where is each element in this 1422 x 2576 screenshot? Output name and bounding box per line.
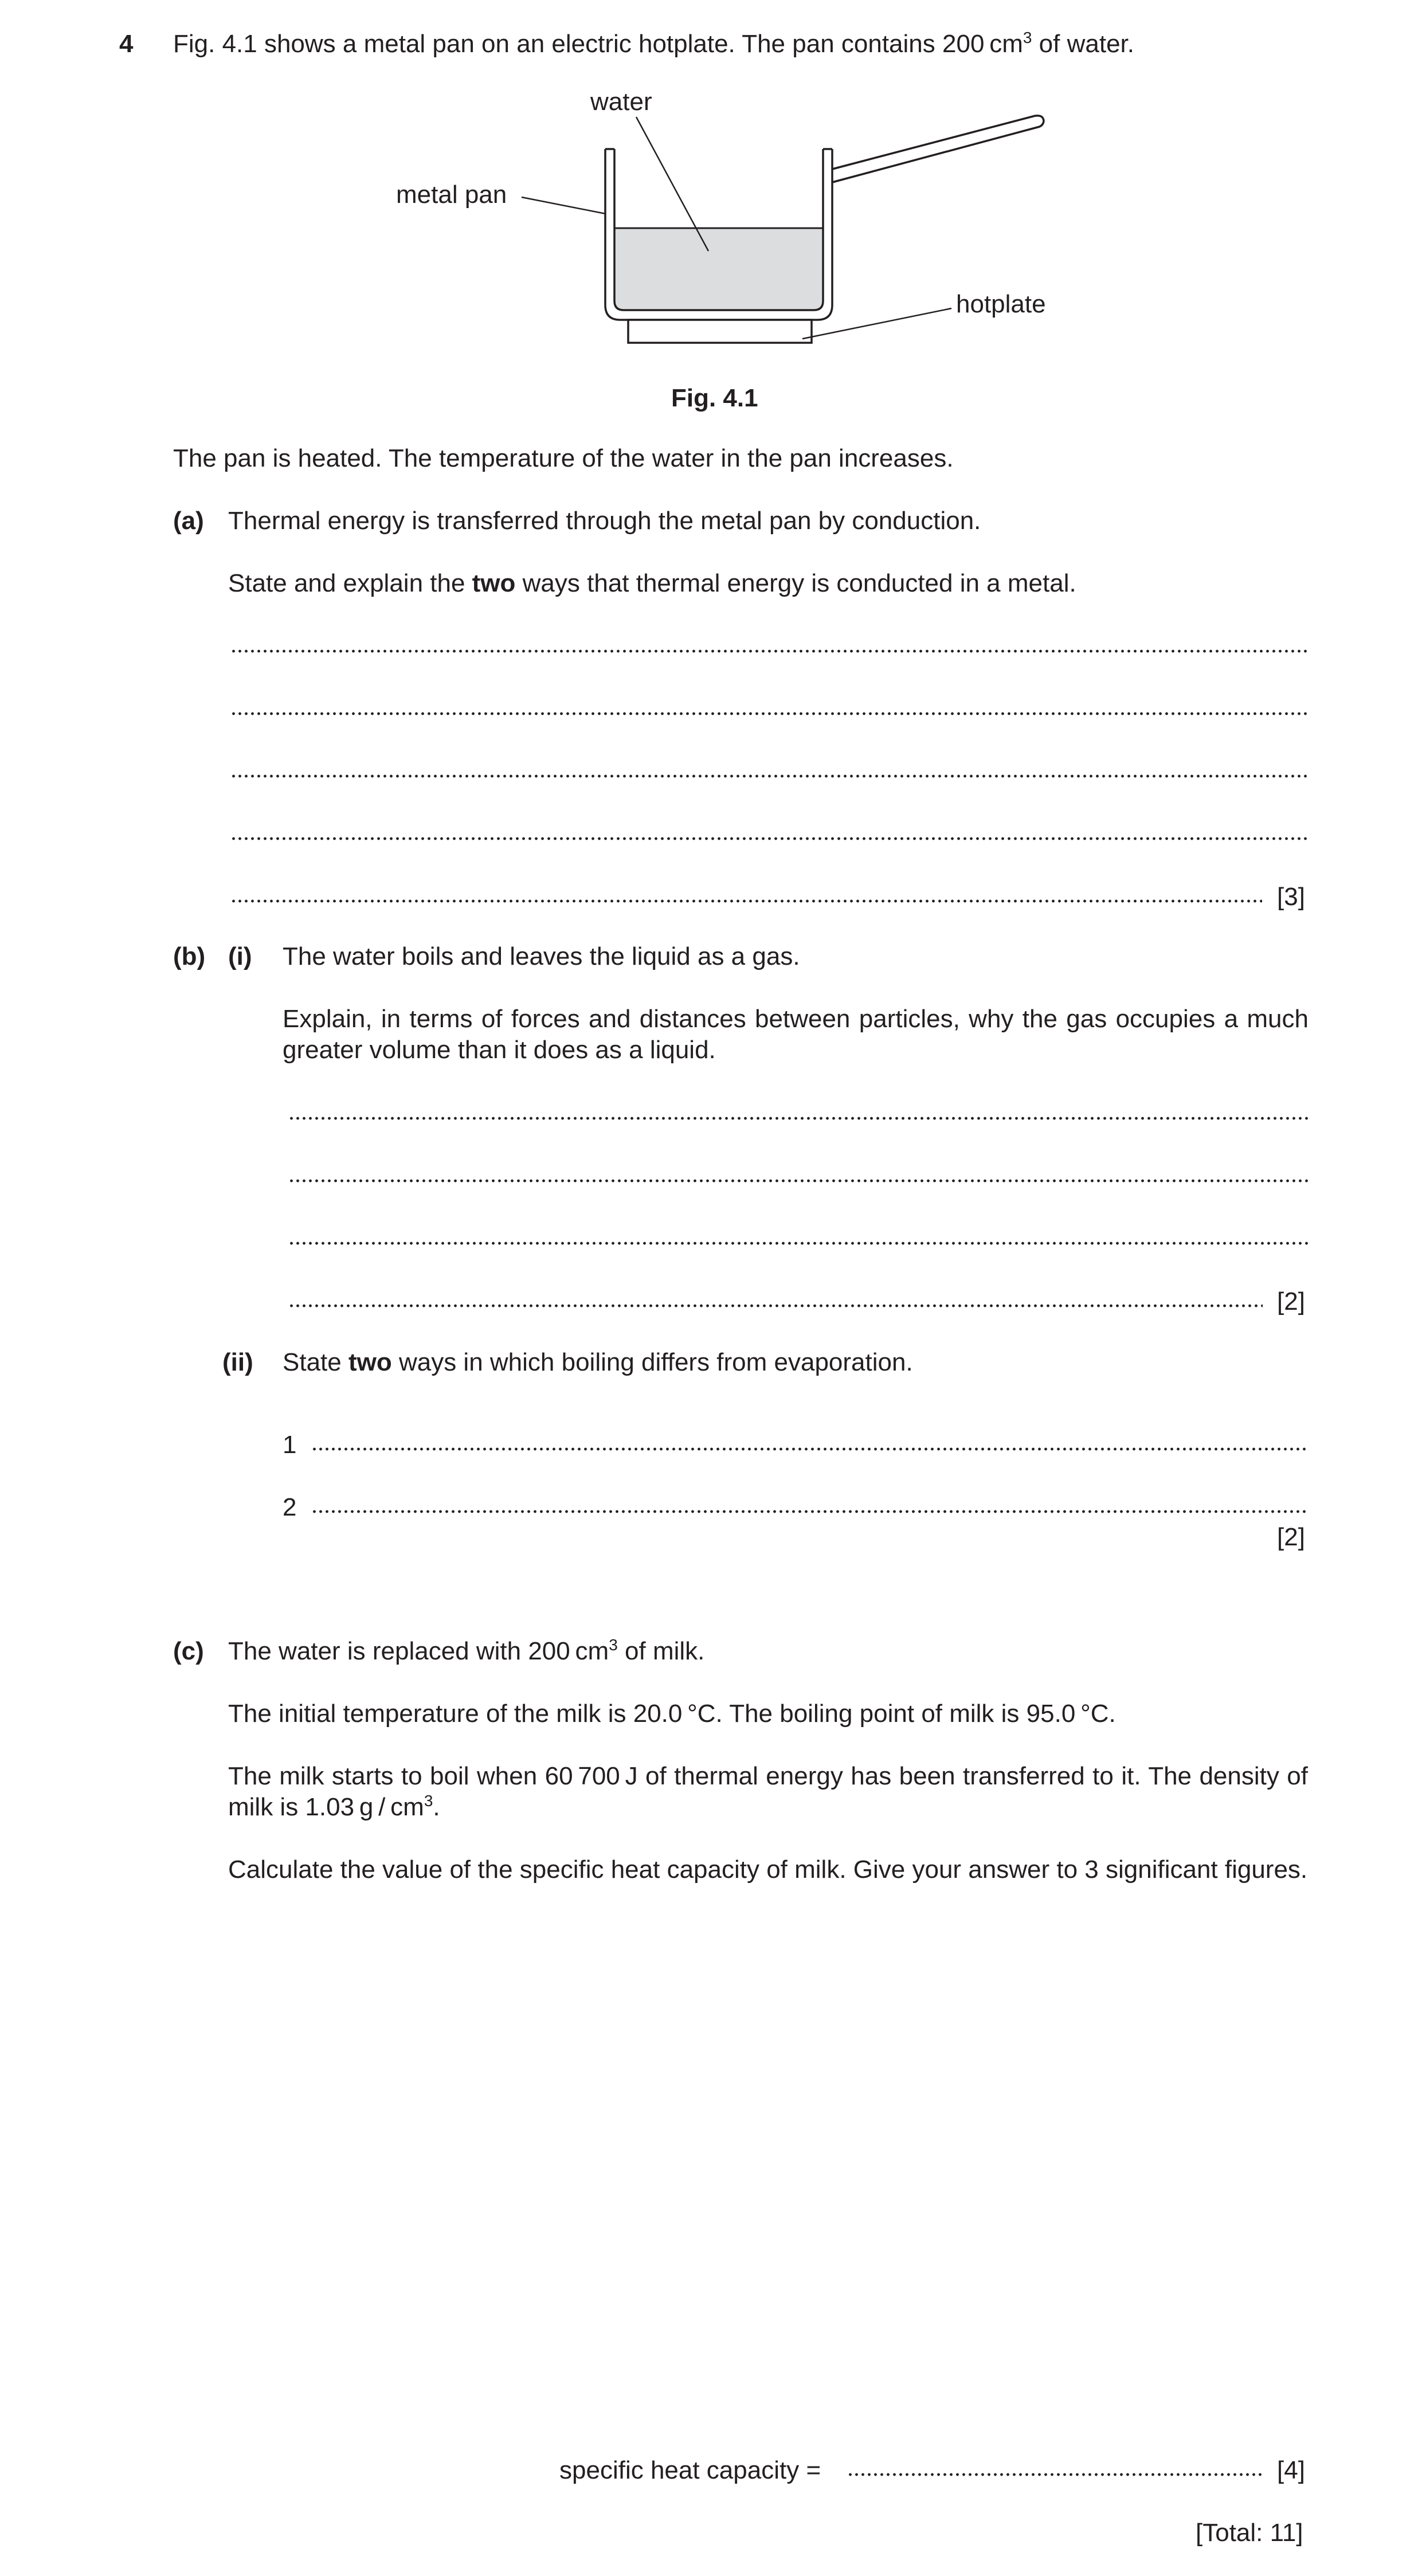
- answer-line-a1[interactable]: [230, 648, 1308, 654]
- part-b-ii-task: State two ways in which boiling differs from evaporation.: [283, 1348, 913, 1376]
- part-a-task: State and explain the two ways that thermal energy is conducted in a metal.: [228, 569, 1076, 597]
- answer-line-a3[interactable]: [230, 773, 1308, 779]
- context-text: The pan is heated. The temperature of the water in the pan increases.: [173, 444, 954, 472]
- figure-caption: Fig. 4.1: [671, 384, 758, 412]
- part-a-stem: Thermal energy is transferred through the metal pan by conduction.: [228, 507, 981, 535]
- answer-line-a5[interactable]: [230, 898, 1262, 904]
- water-label: water: [590, 88, 652, 116]
- part-b-i-label: (i): [228, 942, 252, 970]
- metal-pan-leader: [522, 197, 606, 214]
- pan-handle: [832, 116, 1044, 182]
- answer-number-2: 2: [283, 1493, 297, 1521]
- answer-label: specific heat capacity =: [559, 2456, 821, 2484]
- part-b-ii-marks: [2]: [1277, 1523, 1305, 1551]
- part-b-i-stem: The water boils and leaves the liquid as a gas.: [283, 942, 800, 970]
- answer-line-bi4[interactable]: [288, 1303, 1263, 1309]
- metal-pan-label: metal pan: [396, 181, 507, 209]
- answer-line-a4[interactable]: [230, 836, 1308, 841]
- answer-line-c[interactable]: [847, 2472, 1263, 2477]
- intro-text: Fig. 4.1 shows a metal pan on an electric hotplate. The pan contains 200 $cm^3$ of water.: [173, 29, 1134, 58]
- part-b-ii-label: (ii): [222, 1348, 253, 1376]
- part-a-label: (a): [173, 507, 204, 535]
- part-b-label: (b): [173, 942, 206, 970]
- part-c-energy: The milk starts to boil when 60 700 J of thermal energy has been transferred to it. The density of milk is 1.03 g / $cm^3$.: [228, 1762, 1308, 1821]
- part-c-calculate: Calculate the value of the specific heat capacity of milk. Give your answer to 3 significant figures.: [228, 1855, 1308, 1884]
- hotplate-label: hotplate: [956, 290, 1046, 318]
- hotplate-leader: [802, 308, 951, 339]
- answer-line-bi1[interactable]: [288, 1115, 1308, 1121]
- total-marks: [Total: 11]: [1196, 2519, 1303, 2547]
- answer-line-bi3[interactable]: [288, 1240, 1308, 1246]
- answer-line-bi2[interactable]: [288, 1178, 1308, 1184]
- answer-line-a2[interactable]: [230, 711, 1308, 717]
- question-number: 4: [119, 30, 134, 58]
- part-c-marks: [4]: [1277, 2456, 1305, 2484]
- part-b-i-marks: [2]: [1277, 1287, 1305, 1316]
- water-fill: [614, 228, 823, 310]
- pan-hotplate-figure: [378, 80, 1066, 355]
- part-c-label: (c): [173, 1637, 204, 1665]
- part-c-temperatures: The initial temperature of the milk is 20.0 °C. The boiling point of milk is 95.0 °C.: [228, 1700, 1116, 1728]
- part-c-stem: The water is replaced with 200 $cm^3$ of milk.: [228, 1636, 705, 1665]
- answer-line-bii1[interactable]: [311, 1446, 1308, 1452]
- part-a-marks: [3]: [1277, 883, 1305, 911]
- part-b-i-task: Explain, in terms of forces and distances between particles, why the gas occupies a much greater volume than it does as a liquid.: [283, 1005, 1309, 1064]
- answer-line-bii2[interactable]: [311, 1509, 1308, 1514]
- answer-number-1: 1: [283, 1431, 297, 1459]
- hotplate: [628, 320, 812, 343]
